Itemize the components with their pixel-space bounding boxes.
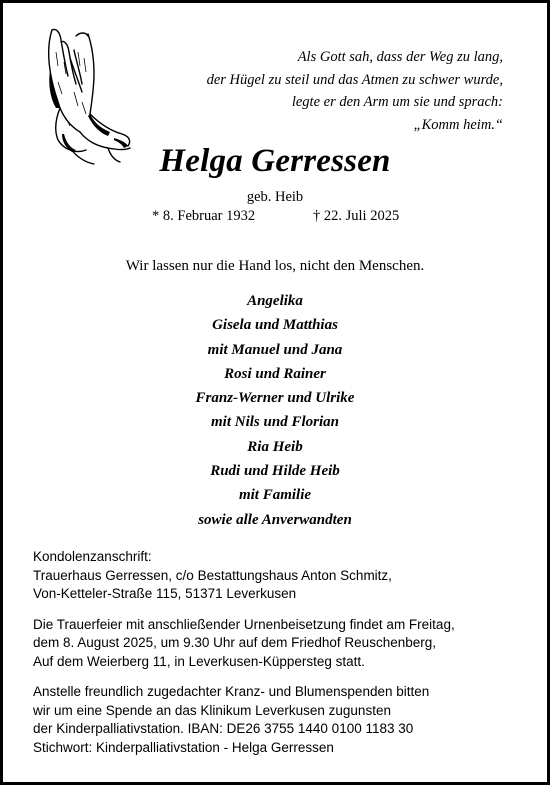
donation-line: Anstelle freundlich zugedachter Kranz- und Blumenspenden bitten — [33, 684, 430, 699]
mourner: Rosi und Rainer — [224, 365, 326, 382]
mourners-list — [0, 289, 550, 532]
funeral-line: Auf dem Weierberg 11, in Leverkusen-Küppersteg statt. — [33, 653, 365, 669]
mourner: mit Nils und Florian — [211, 414, 339, 431]
memorial-quote: Wir lassen nur die Hand los, nicht den Menschen. — [125, 258, 425, 274]
mourner: Gisela und Matthias — [212, 317, 338, 334]
maiden-name: geb. Heib — [246, 189, 304, 205]
mourner: sowie alle Anverwandten — [198, 511, 352, 528]
donation-line: der Kinderpalliativstation. IBAN: DE26 3755 1440 0100 1183 30 — [33, 721, 414, 736]
mourner: Angelika — [247, 293, 303, 309]
funeral-line: dem 8. August 2025, um 9.30 Uhr auf dem Friedhof Reuschenberg, — [33, 635, 436, 650]
donation-info — [33, 683, 530, 757]
mourner: Franz-Werner und Ulrike — [195, 390, 355, 407]
birth-date: * 8. Februar 1932 — [152, 208, 256, 224]
deceased-name: Helga Gerressen — [159, 143, 391, 179]
funeral-line: Die Trauerfeier mit anschließender Urnenbeisetzung findet am Freitag, — [33, 616, 455, 632]
funeral-info — [33, 616, 530, 672]
mourner: Rudi und Hilde Heib — [210, 463, 340, 480]
condolence-line: Kondolenzanschrift: — [33, 549, 152, 564]
mourner: Ria Heib — [247, 438, 303, 455]
mourner: mit Manuel und Jana — [207, 341, 343, 358]
notes-section — [33, 548, 530, 769]
condolence-line: Von-Ketteler-Straße 115, 51371 Leverkusen — [33, 586, 297, 601]
death-date: † 22. Juli 2025 — [313, 208, 400, 224]
poem-line: legte er den Arm um sie und sprach: — [291, 94, 503, 110]
condolence-line: Trauerhaus Gerressen, c/o Bestattungshaus Anton Schmitz, — [33, 567, 392, 583]
donation-line: Stichwort: Kinderpalliativstation - Helga Gerressen — [33, 739, 334, 755]
donation-line: wir um eine Spende an das Klinikum Leverkusen zugunsten — [33, 702, 391, 718]
mourner: mit Familie — [238, 487, 312, 504]
poem-line: der Hügel zu steil und das Atmen zu schwer wurde, — [206, 71, 503, 88]
poem — [207, 46, 503, 136]
condolence-address — [33, 548, 530, 604]
poem-line: Als Gott sah, dass der Weg zu lang, — [297, 49, 503, 65]
poem-line: „Komm heim.“ — [413, 116, 503, 133]
